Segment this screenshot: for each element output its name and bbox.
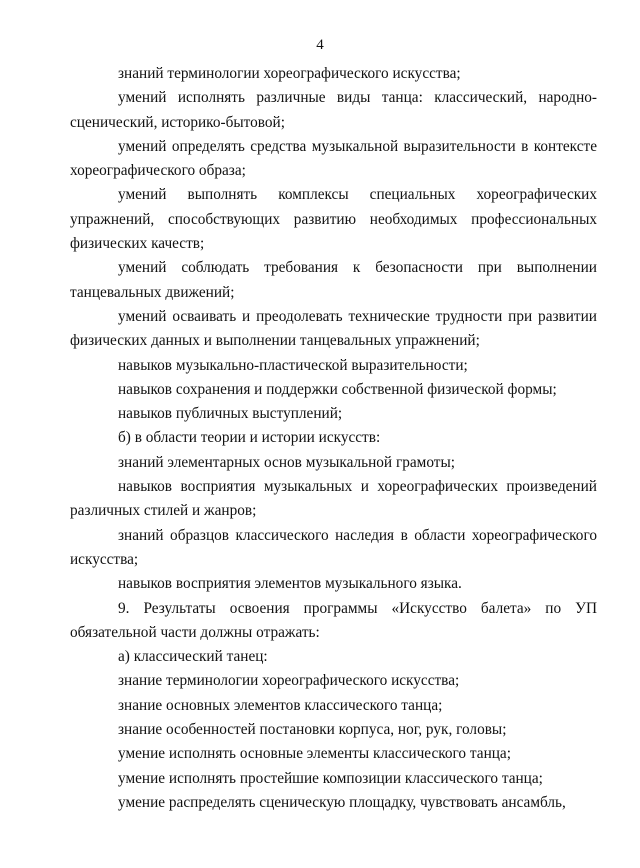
paragraph-6: умений осваивать и преодолевать технические трудности при развитии физических данных и выполнении танцевальных упражнений; xyxy=(70,307,597,350)
paragraph-14: навыков восприятия элементов музыкального языка. xyxy=(118,575,462,593)
paragraph-19: знание особенностей постановки корпуса, ног, рук, головы; xyxy=(118,721,507,739)
paragraph-3: умений определять средства музыкальной выразительности в контексте хореографического образа; xyxy=(70,137,597,180)
paragraph-9: навыков публичных выступлений; xyxy=(118,405,343,423)
paragraph-2: умений исполнять различные виды танца: классический, народно-сценический, историко-бытовой; xyxy=(70,89,597,131)
document-body xyxy=(70,62,597,815)
paragraph-12: навыков восприятия музыкальных и хореографических произведений различных стилей и жанров; xyxy=(70,478,597,520)
paragraph-22: умение распределять сценическую площадку, чувствовать ансамбль, xyxy=(118,793,566,811)
paragraph-21: умение исполнять простейшие композиции классического танца; xyxy=(118,769,543,787)
paragraph-8: навыков сохранения и поддержки собственной физической формы; xyxy=(118,380,557,398)
paragraph-11: знаний элементарных основ музыкальной грамоты; xyxy=(118,453,455,471)
paragraph-18: знание основных элементов классического танца; xyxy=(118,696,443,714)
paragraph-7: навыков музыкально-пластической выразительности; xyxy=(118,356,468,374)
paragraph-17: знание терминологии хореографического искусства; xyxy=(118,672,460,690)
page-number: 4 xyxy=(316,37,324,53)
paragraph-1: знаний терминологии хореографического искусства; xyxy=(118,65,461,82)
paragraph-5: умений соблюдать требования к безопасности при выполнении танцевальных движений; xyxy=(70,259,597,301)
section-heading-classical-dance: а) классический танец: xyxy=(118,648,268,666)
clause-9: 9. Результаты освоения программы «Искусство балета» по УП обязательной части должны отражать: xyxy=(70,599,597,641)
section-heading-theory: б) в области теории и истории искусств: xyxy=(118,429,381,447)
paragraph-20: умение исполнять основные элементы классического танца; xyxy=(118,745,511,763)
paragraph-13: знаний образцов классического наследия в области хореографического искусства; xyxy=(70,526,597,568)
paragraph-4: умений выполнять комплексы специальных хореографических упражнений, способствующих развитию необходимых профессиональных физических качеств; xyxy=(70,186,597,253)
